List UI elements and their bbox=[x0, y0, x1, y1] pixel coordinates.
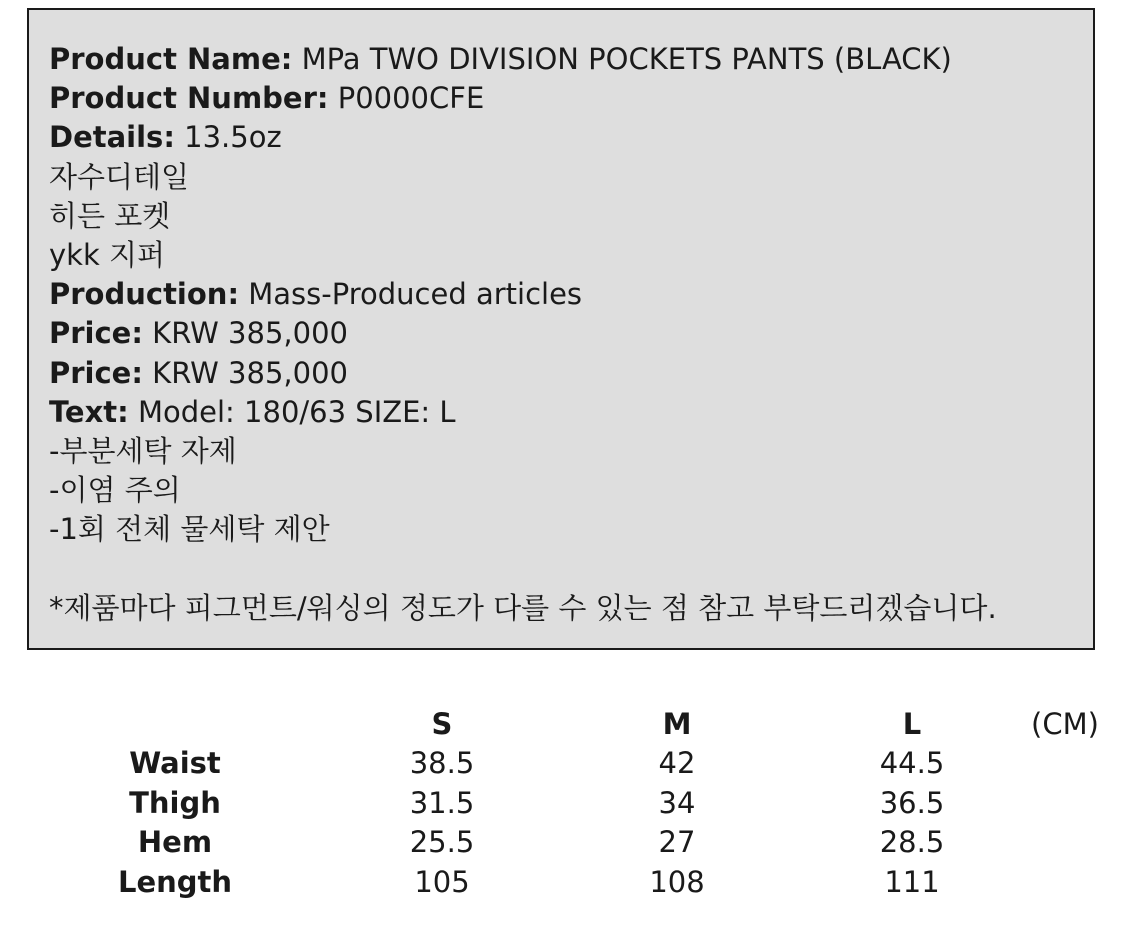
table-row bbox=[0, 784, 1125, 823]
length-m: 108 bbox=[649, 864, 705, 899]
price-label: Price: bbox=[49, 316, 143, 351]
size-header-s: S bbox=[431, 707, 453, 741]
details-hidden-pocket: 히든 포켓 bbox=[49, 198, 171, 233]
care-dye-transfer: -이염 주의 bbox=[49, 473, 181, 508]
product-info-box bbox=[27, 8, 1095, 650]
price-line-repeat bbox=[49, 354, 1093, 393]
waist-l: 44.5 bbox=[879, 746, 945, 781]
details-value: 13.5oz bbox=[174, 120, 282, 155]
price-line bbox=[49, 314, 1093, 353]
row-label-waist: Waist bbox=[129, 746, 221, 781]
price-value-repeat: KRW 385,000 bbox=[142, 355, 348, 390]
waist-m: 42 bbox=[658, 746, 696, 781]
text-line bbox=[49, 393, 1093, 432]
details-line bbox=[49, 118, 1093, 157]
product-number-line bbox=[49, 79, 1093, 118]
hem-s: 25.5 bbox=[409, 825, 475, 860]
details-embroidery: 자수디테일 bbox=[49, 159, 190, 194]
size-table bbox=[0, 705, 1125, 902]
production-value: Mass-Produced articles bbox=[239, 277, 583, 312]
waist-s: 38.5 bbox=[409, 746, 475, 781]
unit-label: (CM) bbox=[1031, 707, 1099, 741]
table-row bbox=[0, 863, 1125, 902]
length-l: 111 bbox=[884, 864, 940, 899]
hem-l: 28.5 bbox=[879, 825, 945, 860]
size-table-header bbox=[0, 705, 1125, 744]
price-label-repeat: Price: bbox=[49, 355, 143, 390]
production-line bbox=[49, 275, 1093, 314]
product-number-label: Product Number: bbox=[49, 81, 329, 116]
product-name-label: Product Name: bbox=[49, 42, 293, 76]
hem-m: 27 bbox=[658, 825, 696, 860]
thigh-m: 34 bbox=[658, 785, 696, 820]
length-s: 105 bbox=[414, 864, 470, 899]
row-label-hem: Hem bbox=[137, 825, 213, 860]
pigment-wash-note: *제품마다 피그먼트/워싱의 정도가 다를 수 있는 점 참고 부탁드리겠습니다. bbox=[49, 590, 997, 625]
text-label: Text: bbox=[49, 394, 129, 429]
size-header-m: M bbox=[662, 707, 692, 741]
row-label-thigh: Thigh bbox=[129, 785, 221, 820]
blank-line bbox=[49, 549, 1093, 588]
details-label: Details: bbox=[49, 120, 175, 155]
table-row bbox=[0, 744, 1125, 783]
thigh-l: 36.5 bbox=[879, 785, 945, 820]
thigh-s: 31.5 bbox=[409, 785, 475, 820]
production-label: Production: bbox=[49, 277, 240, 312]
care-partial-wash: -부분세탁 자제 bbox=[49, 433, 237, 468]
price-value: KRW 385,000 bbox=[142, 316, 348, 351]
size-header-l: L bbox=[902, 707, 922, 741]
details-ykk-zipper: ykk 지퍼 bbox=[49, 237, 165, 272]
table-row bbox=[0, 823, 1125, 862]
text-value: Model: 180/63 SIZE: L bbox=[128, 394, 456, 429]
product-number-value: P0000CFE bbox=[328, 81, 485, 116]
product-name-line bbox=[49, 40, 1093, 79]
product-name-value: MPa TWO DIVISION POCKETS PANTS (BLACK) bbox=[292, 42, 952, 76]
row-label-length: Length bbox=[117, 864, 233, 899]
care-full-wash: -1회 전체 물세탁 제안 bbox=[49, 512, 330, 547]
